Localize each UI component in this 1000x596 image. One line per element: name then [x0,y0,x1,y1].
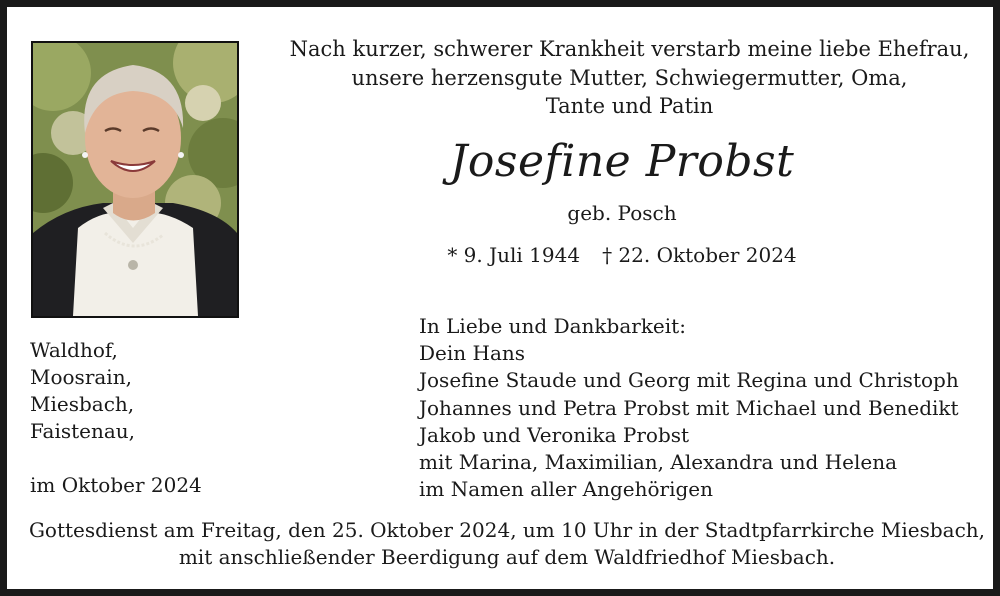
birth-date: * 9. Juli 1944 [447,243,581,267]
portrait-photo [31,41,239,318]
intro-line: Tante und Patin [545,94,714,118]
intro-line: unsere herzensgute Mutter, Schwiegermutter, Oma, [351,65,908,90]
life-dates [407,242,837,268]
mourners-list [419,313,959,503]
mourner-line: im Namen aller Angehörigen [419,477,714,502]
mourner-line: mit Marina, Maximilian, Alexandra und Helena [419,450,898,475]
funeral-service-info [17,517,997,571]
intro-text [262,35,997,121]
maiden-name: geb. Posch [567,201,677,225]
mourner-line: Dein Hans [419,341,526,366]
death-date: † 22. Oktober 2024 [602,243,797,267]
place-line: Moosrain, [30,365,132,389]
place-line: Faistenau, [30,419,136,443]
places-list [30,337,135,445]
service-line: mit anschließender Beerdigung auf dem Waldfriedhof Miesbach. [178,545,836,569]
deceased-name: Josefine Probst [449,136,795,187]
place-line: Miesbach, [30,392,135,416]
mourner-line: Jakob und Veronika Probst [419,422,690,447]
mourner-line: In Liebe und Dankbarkeit: [419,314,686,338]
notice-date: im Oktober 2024 [30,473,202,497]
intro-line: Nach kurzer, schwerer Krankheit verstarb meine liebe Ehefrau, [289,37,970,61]
mourner-line: Johannes und Petra Probst mit Michael und Benedikt [419,395,959,420]
service-line: Gottesdienst am Freitag, den 25. Oktober 2024, um 10 Uhr in der Stadtpfarrkirche Miesbach, [28,518,986,542]
place-line: Waldhof, [30,338,118,362]
mourner-line: Josefine Staude und Georg mit Regina und Christoph [419,368,959,393]
